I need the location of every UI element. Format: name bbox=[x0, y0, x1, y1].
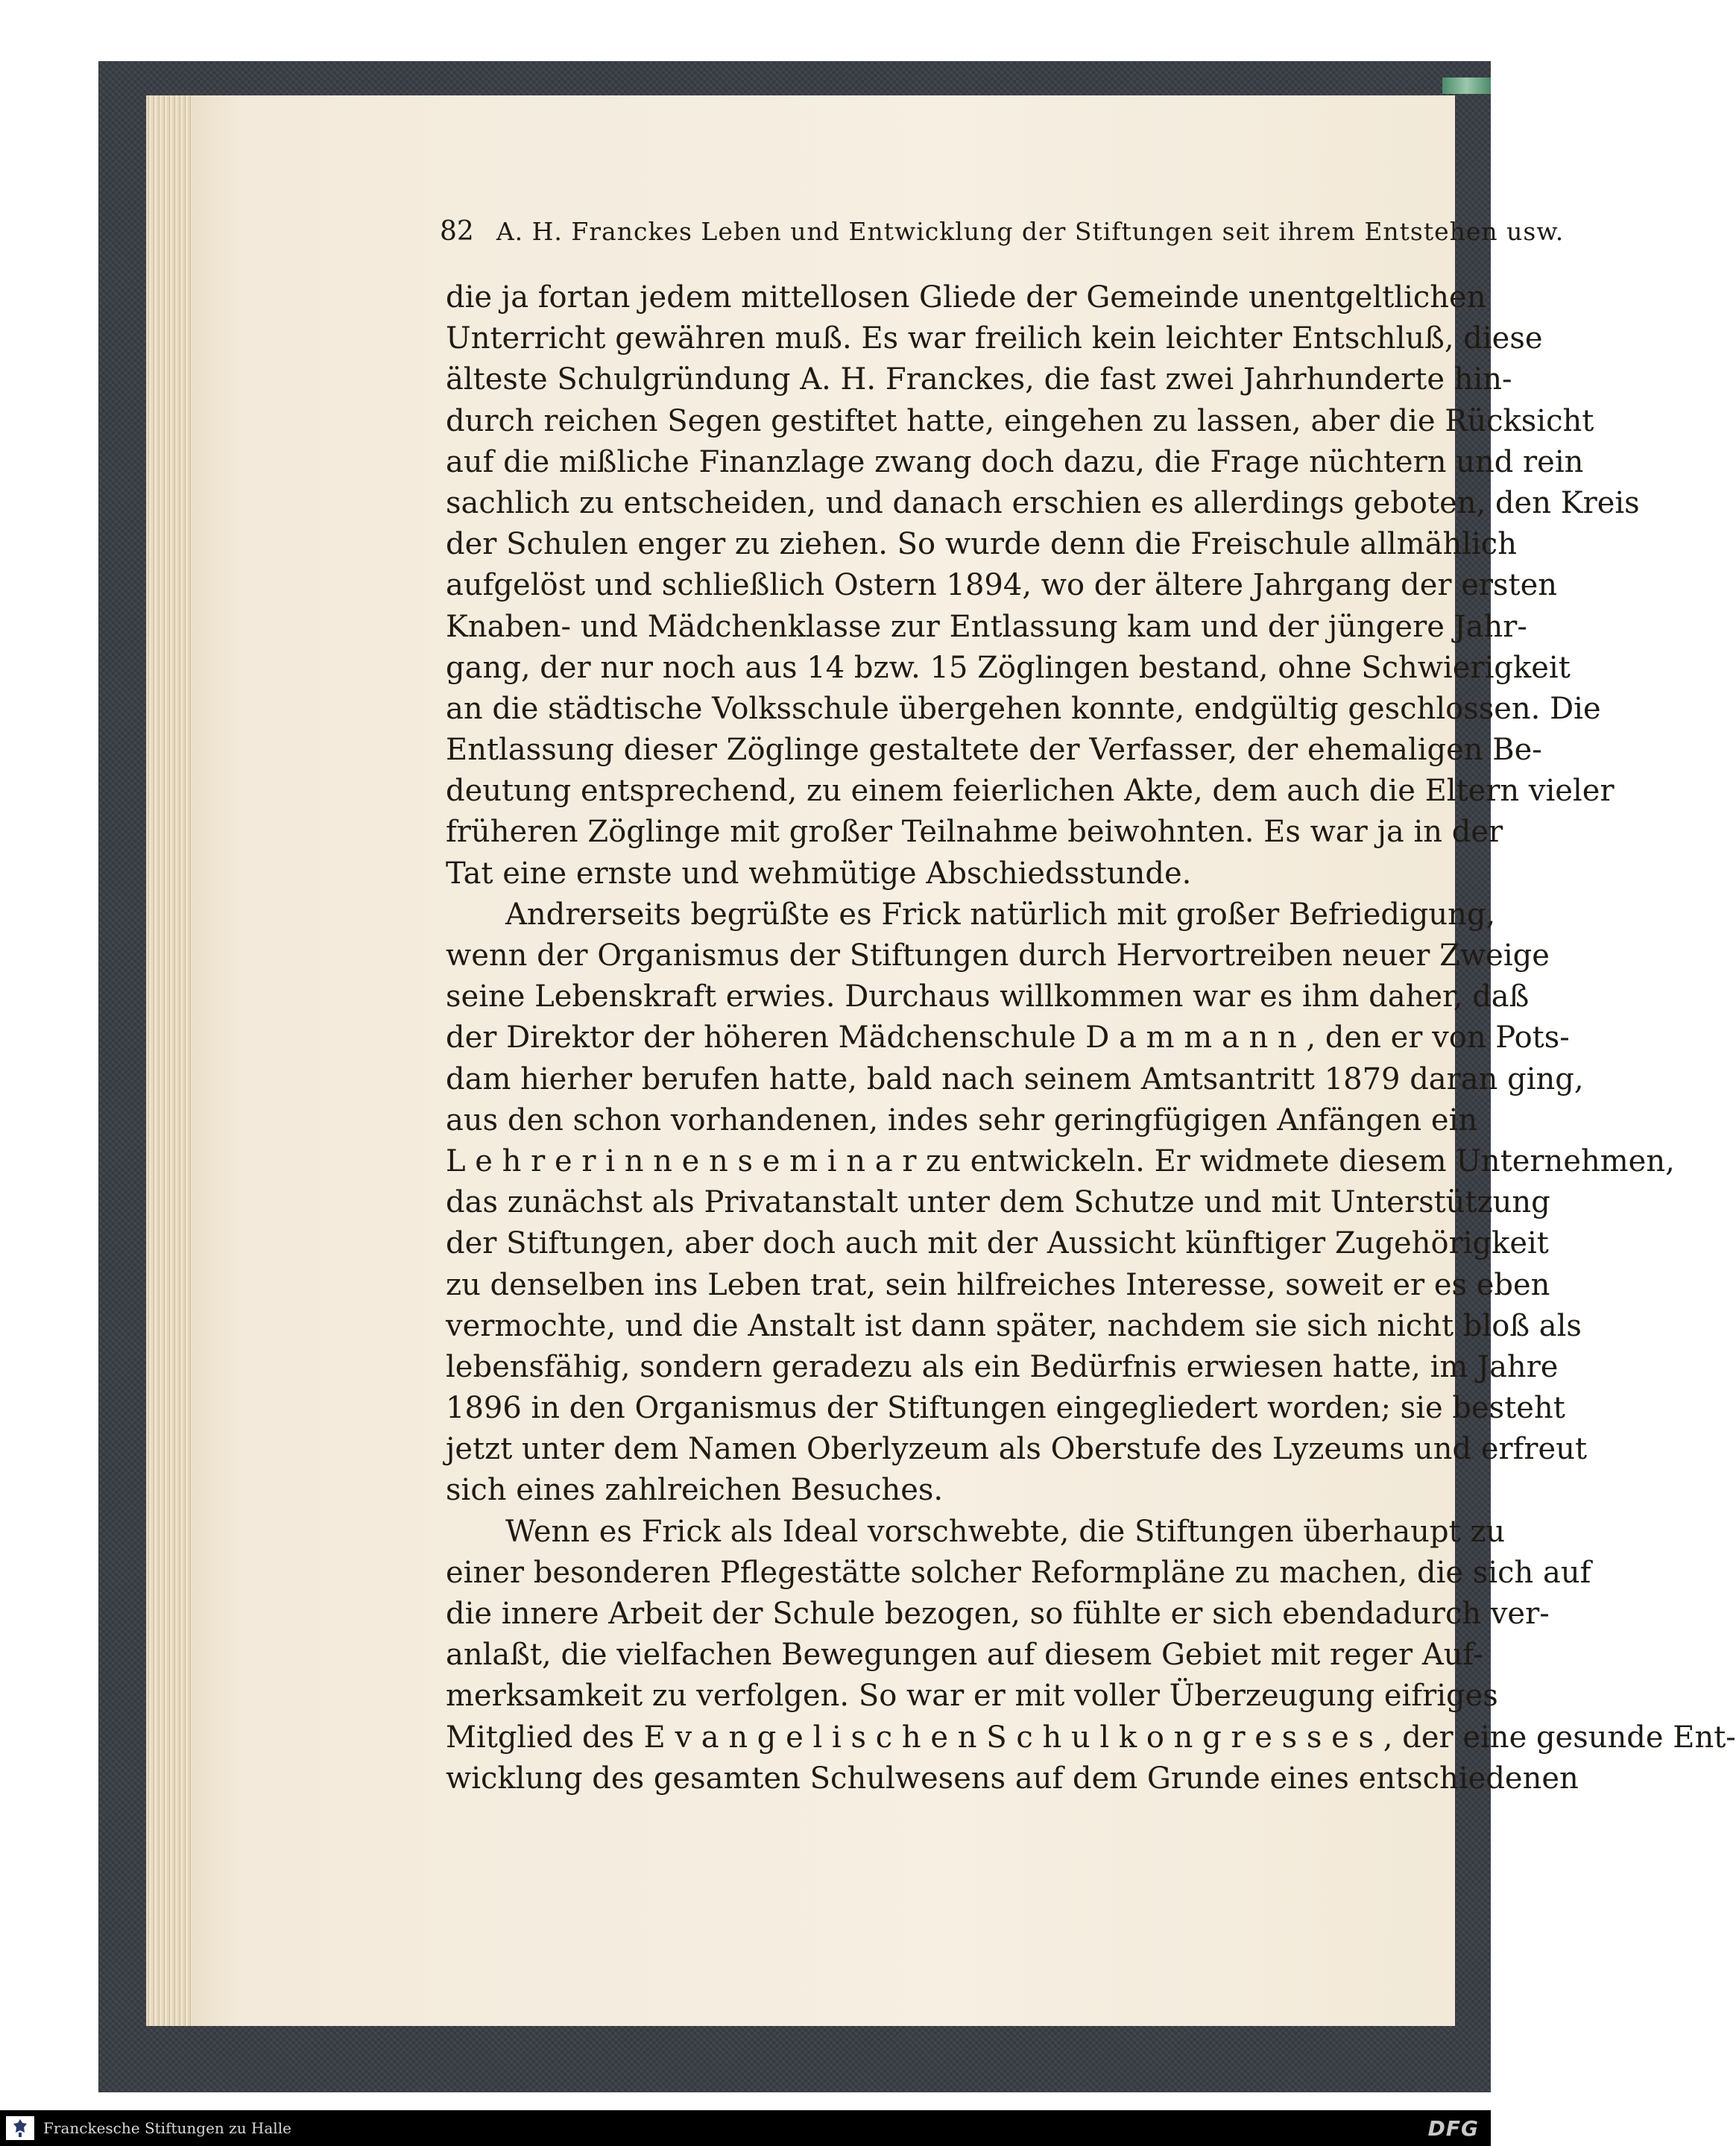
text-line: jetzt unter dem Namen Oberlyzeum als Oberstufe des Lyzeums und erfreut bbox=[446, 1432, 1588, 1467]
text-line: sich eines zahlreichen Besuches. bbox=[446, 1473, 944, 1508]
body-text bbox=[446, 277, 1736, 1799]
text-line: auf die mißliche Finanzlage zwang doch dazu, die Frage nüchtern und rein bbox=[446, 444, 1584, 479]
page-header bbox=[440, 216, 1565, 247]
bookmark-ribbon bbox=[1442, 78, 1491, 94]
text-line: aus den schon vorhandenen, indes sehr geringfügigen Anfängen ein bbox=[446, 1102, 1478, 1137]
text-line: 1896 in den Organismus der Stiftungen eingegliedert worden; sie besteht bbox=[446, 1391, 1565, 1426]
text-line: Wenn es Frick als Ideal vorschwebte, die Stiftungen überhaupt zu bbox=[505, 1514, 1506, 1549]
text-line: Tat eine ernste und wehmütige Abschiedsstunde. bbox=[446, 856, 1192, 891]
text-line: zu denselben ins Leben trat, sein hilfreiches Interesse, soweit er es eben bbox=[446, 1267, 1550, 1302]
dfg-logo: DFG bbox=[1427, 2116, 1479, 2141]
text-line: durch reichen Segen gestiftet hatte, eingehen zu lassen, aber die Rücksicht bbox=[446, 403, 1594, 438]
text-line: wenn der Organismus der Stiftungen durch Hervortreiben neuer Zweige bbox=[446, 938, 1550, 973]
page-edges bbox=[146, 95, 194, 2026]
text-line: Entlassung dieser Zöglinge gestaltete der Verfasser, der ehemaligen Be- bbox=[446, 733, 1542, 768]
text-line: die innere Arbeit der Schule bezogen, so fühlte er sich ebendadurch ver- bbox=[446, 1597, 1550, 1631]
text-line: wicklung des gesamten Schulwesens auf dem Grunde eines entschiedenen bbox=[446, 1761, 1579, 1796]
text-line: vermochte, und die Anstalt ist dann später, nachdem sie sich nicht bloß als bbox=[446, 1308, 1582, 1343]
text-line: deutung entsprechend, zu einem feierlichen Akte, dem auch die Eltern vieler bbox=[446, 774, 1615, 809]
text-line: lebensfähig, sondern geradezu als ein Bedürfnis erwiesen hatte, im Jahre bbox=[446, 1349, 1559, 1384]
viewer-footer bbox=[0, 2110, 1491, 2146]
text-line: der Stiftungen, aber doch auch mit der Aussicht künftiger Zugehörigkeit bbox=[446, 1226, 1549, 1261]
text-line: seine Lebenskraft erwies. Durchaus willkommen war es ihm daher, daß bbox=[446, 979, 1530, 1014]
text-line: merksamkeit zu verfolgen. So war er mit voller Überzeugung eifriges bbox=[446, 1679, 1498, 1714]
page-number: 82 bbox=[440, 216, 474, 247]
text-line: Mitglied des E v a n g e l i s c h e n S c h u l k o n g r e s s e s , der eine gesunde Ent- bbox=[446, 1720, 1736, 1755]
institution-name: Franckesche Stiftungen zu Halle bbox=[43, 2119, 291, 2137]
text-line: der Direktor der höheren Mädchenschule D a m m a n n , den er von Pots- bbox=[446, 1020, 1570, 1055]
text-line: das zunächst als Privatanstalt unter dem Schutze und mit Unterstützung bbox=[446, 1185, 1550, 1220]
institution-logo-icon bbox=[6, 2116, 34, 2140]
text-line: Andrerseits begrüßte es Frick natürlich mit großer Befriedigung, bbox=[505, 897, 1496, 932]
text-line: Unterricht gewähren muß. Es war freilich kein leichter Entschluß, diese bbox=[446, 321, 1543, 356]
text-line: älteste Schulgründung A. H. Franckes, die fast zwei Jahrhunderte hin- bbox=[446, 362, 1512, 397]
text-line: gang, der nur noch aus 14 bzw. 15 Zöglingen bestand, ohne Schwierigkeit bbox=[446, 650, 1571, 685]
text-line: Knaben- und Mädchenklasse zur Entlassung kam und der jüngere Jahr- bbox=[446, 609, 1527, 644]
text-line: früheren Zöglinge mit großer Teilnahme beiwohnten. Es war ja in der bbox=[446, 815, 1503, 850]
text-line: aufgelöst und schließlich Ostern 1894, wo der ältere Jahrgang der ersten bbox=[446, 568, 1558, 603]
text-line: einer besonderen Pflegestätte solcher Reformpläne zu machen, die sich auf bbox=[446, 1555, 1591, 1590]
text-line: L e h r e r i n n e n s e m i n a r zu entwickeln. Er widmete diesem Unternehmen, bbox=[446, 1143, 1675, 1178]
text-line: sachlich zu entscheiden, und danach erschien es allerdings geboten, den Kreis bbox=[446, 485, 1640, 520]
text-line: der Schulen enger zu ziehen. So wurde denn die Freischule allmählich bbox=[446, 527, 1517, 562]
text-line: die ja fortan jedem mittellosen Gliede der Gemeinde unentgeltlichen bbox=[446, 280, 1486, 315]
running-head: A. H. Franckes Leben und Entwicklung der Stiftungen seit ihrem Entstehen usw. bbox=[496, 217, 1565, 246]
text-line: an die städtische Volksschule übergehen konnte, endgültig geschlossen. Die bbox=[446, 691, 1601, 726]
text-line: dam hierher berufen hatte, bald nach seinem Amtsantritt 1879 daran ging, bbox=[446, 1061, 1584, 1096]
text-line: anlaßt, die vielfachen Bewegungen auf diesem Gebiet mit reger Auf- bbox=[446, 1638, 1483, 1673]
